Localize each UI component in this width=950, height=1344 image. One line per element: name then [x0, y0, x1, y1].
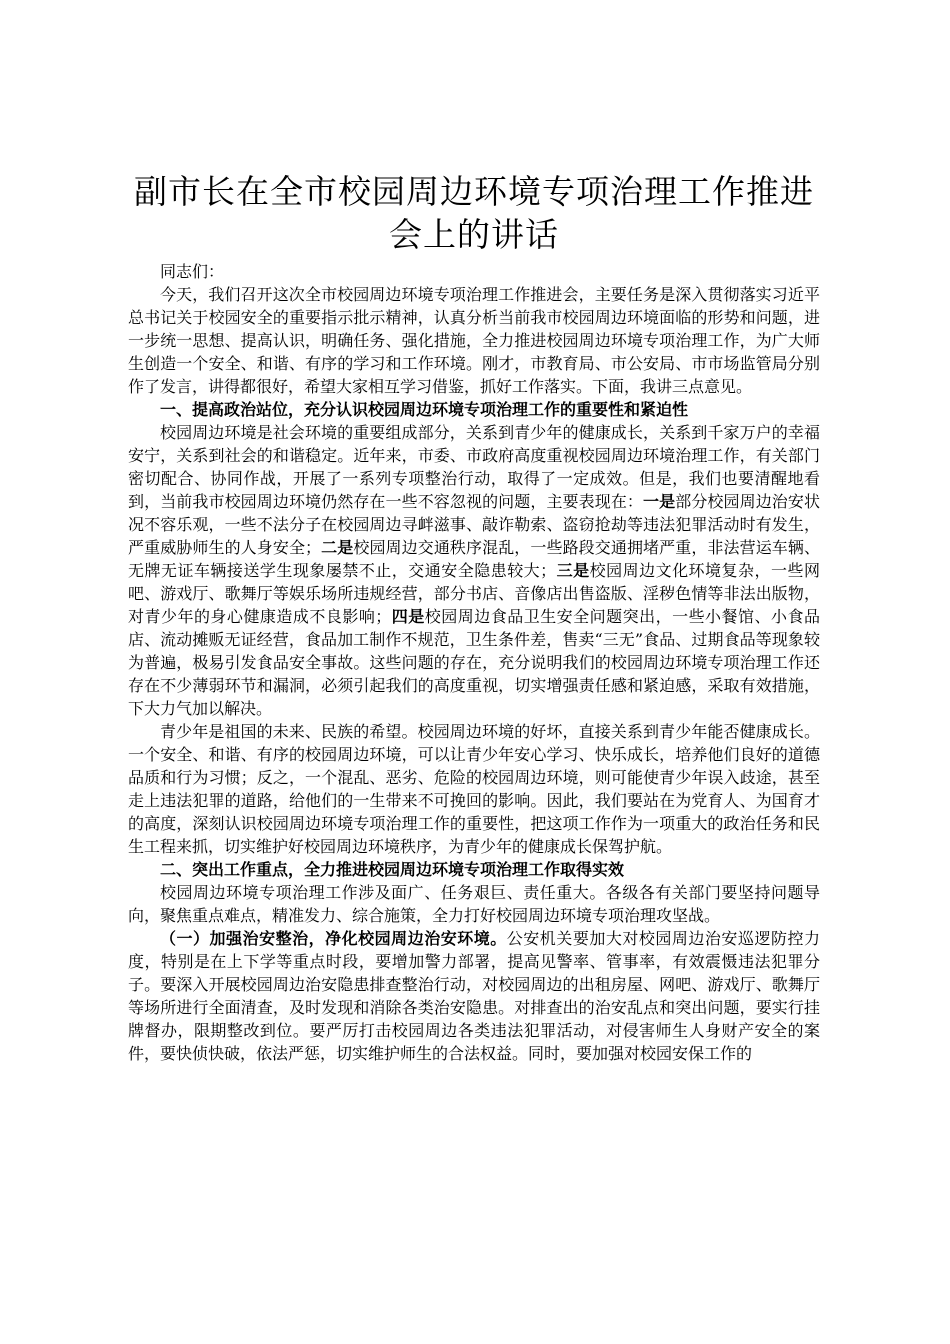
section2-sub1-paragraph — [128, 927, 820, 1065]
section1-heading: 一、提高政治站位，充分认识校园周边环境专项治理工作的重要性和紧迫性 — [160, 400, 689, 419]
sub1-heading: （一）加强治安整治，净化校园周边治安环境。 — [160, 929, 507, 948]
section1-paragraph2: 青少年是祖国的未来、民族的希望。校园周边环境的好坏，直接关系到青少年能否健康成长。一个安全、和谐、有序的校园周边环境，可以让青少年安心学习、快乐成长，培养他们良好的道德品质和行为习惯；反之，一个混乱、恶劣、危险的校园周边环境，则可能使青少年误入歧途，甚至走上违法犯罪的道路，给他们的一生带来不可挽回的影响。因此，我们要站在为党育人、为国育才的高度，深刻认识校园周边环境专项治理工作的重要性，把这项工作作为一项重大的政治任务和民生工程来抓，切实维护好校园周边环境秩序，为青少年的健康成长保驾护航。 — [128, 722, 820, 856]
point-four-label: 四是 — [391, 607, 425, 626]
point-three-text: 校园周边文化环境复杂，一些网吧、游戏厅、歌舞厅等娱乐场所违规经营，部分书店、音像店出售盗版、淫秽色情等非法出版物，对青少年的身心健康造成不良影响； — [128, 561, 820, 626]
point-four-text: 校园周边食品卫生安全问题突出，一些小餐馆、小食品店、流动摊贩无证经营，食品加工制作不规范，卫生条件差，售卖“三无”食品、过期食品等现象较为普遍，极易引发食品安全事故。这些问题的存在，充分说明我们的校园周边环境专项治理工作还存在不少薄弱环节和漏洞，必须引起我们的高度重视，切实增强责任感和紧迫感，采取有效措施，下大力气加以解决。 — [128, 607, 820, 718]
point-one-text: 部分校园周边治安状况不容乐观，一些不法分子在校园周边寻衅滋事、敲诈勒索、盗窃抢劫等违法犯罪活动时有发生，严重威胁师生的人身安全； — [128, 492, 820, 557]
point-one-label: 一是 — [643, 492, 676, 511]
section1-paragraph1 — [128, 421, 820, 720]
point-two-text: 校园周边交通秩序混乱，一些路段交通拥堵严重，非法营运车辆、无牌无证车辆接送学生现象屡禁不止，交通安全隐患较大； — [128, 538, 820, 580]
greeting: 同志们： — [160, 262, 225, 281]
section2-paragraph1: 校园周边环境专项治理工作涉及面广、任务艰巨、责任重大。各级各有关部门要坚持问题导向，聚焦重点难点，精准发力、综合施策，全力打好校园周边环境专项治理攻坚战。 — [128, 883, 820, 925]
section1-p1-text: 校园周边环境是社会环境的重要组成部分，关系到青少年的健康成长，关系到千家万户的幸福安宁，关系到社会的和谐稳定。近年来，市委、市政府高度重视校园周边环境治理工作，有关部门密切配合、协同作战，开展了一系列专项整治行动，取得了一定成效。但是，我们也要清醒地看到，当前我市校园周边环境仍然存在一些不容忽视的问题，主要表现在： — [128, 423, 820, 511]
intro-paragraph: 今天，我们召开这次全市校园周边环境专项治理工作推进会，主要任务是深入贯彻落实习近平总书记关于校园安全的重要指示批示精神，认真分析当前我市校园周边环境面临的形势和问题，进一步统一思想、提高认识，明确任务、强化措施，全力推进校园周边环境专项治理工作，为广大师生创造一个安全、和谐、有序的学习和工作环境。刚才，市教育局、市公安局、市市场监管局分别作了发言，讲得都很好，希望大家相互学习借鉴，抓好工作落实。下面，我讲三点意见。 — [128, 285, 820, 396]
point-three-label: 三是 — [556, 561, 590, 580]
document-title: 副市长在全市校园周边环境专项治理工作推进会上的讲话 — [134, 172, 814, 254]
document-page — [128, 170, 820, 1065]
section2-heading: 二、突出工作重点，全力推进校园周边环境专项治理工作取得实效 — [160, 860, 625, 879]
sub1-text: 公安机关要加大对校园周边治安巡逻防控力度，特别是在上下学等重点时段，要增加警力部署，提高见警率、管事率，有效震慑违法犯罪分子。要深入开展校园周边治安隐患排查整治行动，对校园周边的出租房屋、网吧、游戏厅、歌舞厅等场所进行全面清查，及时发现和消除各类治安隐患。对排查出的治安乱点和突出问题，要实行挂牌督办，限期整改到位。要严厉打击校园周边各类违法犯罪活动，对侵害师生人身财产安全的案件，要快侦快破，依法严惩，切实维护师生的合法权益。同时，要加强对校园安保工作的 — [128, 929, 820, 1063]
point-two-label: 二是 — [321, 538, 354, 557]
